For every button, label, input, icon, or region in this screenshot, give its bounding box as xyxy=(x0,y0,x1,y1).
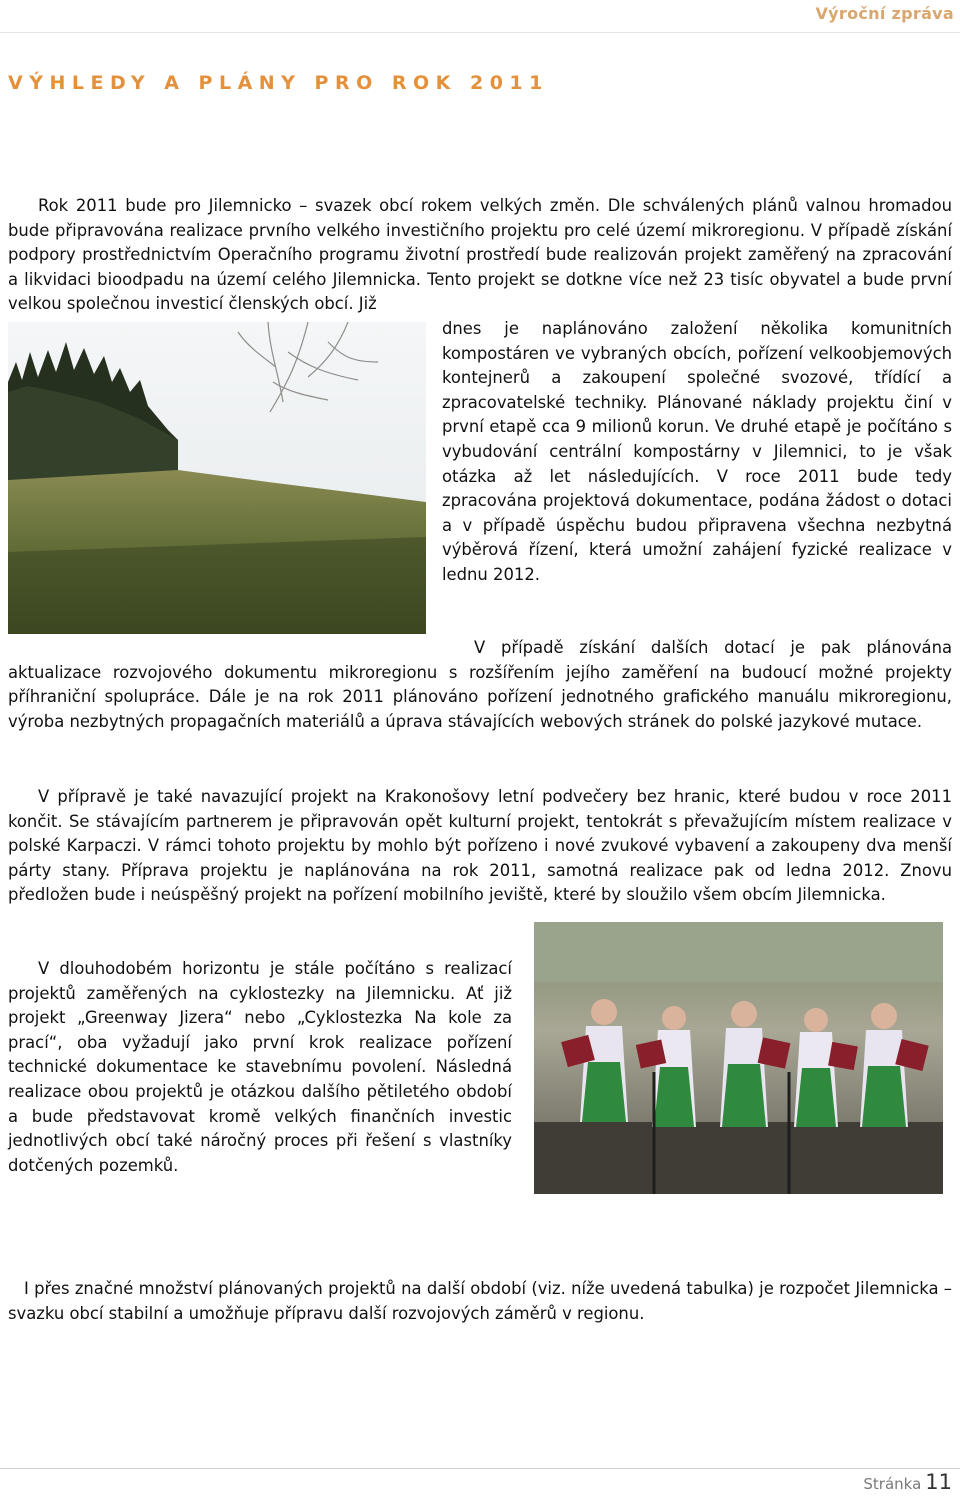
page-label: Stránka xyxy=(863,1475,922,1493)
paragraph-development-document xyxy=(8,636,952,734)
paragraph-cycle-paths: V dlouhodobém horizontu je stále počítáno s realizací projektů zaměřených na cyklostezky na Jilemnicku. Ať již projekt „Greenway Jizera“ nebo „Cyklostezka Na kole za prací“, oba vyžadují jako první krok realizace pořízení technické dokumentace ke stavebnímu povolení. Následná realizace obou projektů je otázkou dalšího pětiletého období a bude představovat kromě velkých finančních investic jednotlivých obcí také náročný proces při řešení s vlastníky dotčených pozemků. xyxy=(8,959,512,1175)
paragraph-budget: I přes značné množství plánovaných projektů na další období (viz. níže uvedená tabulka) je rozpočet Jilemnicka – svazku obcí stabilní a umožňuje přípravu další rozvojových záměrů v regionu. xyxy=(8,1279,952,1323)
field-landscape-photo xyxy=(8,322,426,634)
section-title: VÝHLEDY A PLÁNY PRO ROK 2011 xyxy=(8,72,549,94)
footer-divider xyxy=(0,1468,960,1469)
page-number: 11 xyxy=(925,1470,952,1494)
paragraph-cultural-project: V přípravě je také navazující projekt na Krakonošovy letní podvečery bez hranic, které budou v roce 2011 končit. Se stávajícím partnerem je připravován opět kulturní projekt, tentokrát s převažujícím místem realizace v polské Karpaczi. V rámci tohoto projektu by mohlo být pořízeno i nové zvukové vybavení a zakoupeny dva menší párty stany. Příprava projektu je naplánována na rok 2011, samotná realizace pak od ledna 2012. Znovu předložen bude i neúspěšný projekt na pořízení mobilního jeviště, které by sloužilo všem obcím Jilemnicka. xyxy=(8,787,952,905)
page-footer xyxy=(863,1470,952,1494)
paragraph-development-text: V případě získání dalších dotací je pak plánována aktualizace rozvojového dokumentu mikroregionu s rozšířením jejího zaměření na budoucí možné projekty příhraniční spolupráce. Dále je na rok 2011 plánováno pořízení jednotného grafického manuálu mikroregionu, výroba nezbytných propagačních materiálů a úprava stávajících webových stránek do polské jazykové mutace. xyxy=(8,638,952,731)
choir-performance-photo xyxy=(534,922,943,1194)
paragraph-composting: dnes je naplánováno založení několika komunitních kompostáren ve vybraných obcích, pořízení velkoobjemových kontejnerů a zakoupení společné svozové, třídící a zpracovatelské techniky. Plánované náklady projektu činí v první etapě cca 9 milionů korun. Ve druhé etapě je počítáno s vybudování centrální kompostárny v Jilemnici, to je však otázka až let následujících. V roce 2011 bude tedy zpracována projektová dokumentace, podána žádost o dotaci a v případě úspěchu budou připravena všechna nezbytná výběrová řízení, která umožní zahájení fyzické realizace v lednu 2012. xyxy=(442,319,952,584)
paragraph-intro: Rok 2011 bude pro Jilemnicko – svazek obcí rokem velkých změn. Dle schválených plánů valnou hromadou bude připravována realizace prvního velkého investičního projektu pro celé území mikroregionu. V případě získání podpory prostřednictvím Operačního programu životní prostředí bude realizován projekt zaměřený na zpracování a likvidaci bioodpadu na území celého Jilemnicka. Tento projekt se dotkne více než 23 tisíc obyvatel a bude první velkou společnou investicí členských obcí. Již xyxy=(8,196,952,314)
report-header-title: Výroční zpráva xyxy=(815,4,954,23)
header-divider xyxy=(0,32,960,33)
